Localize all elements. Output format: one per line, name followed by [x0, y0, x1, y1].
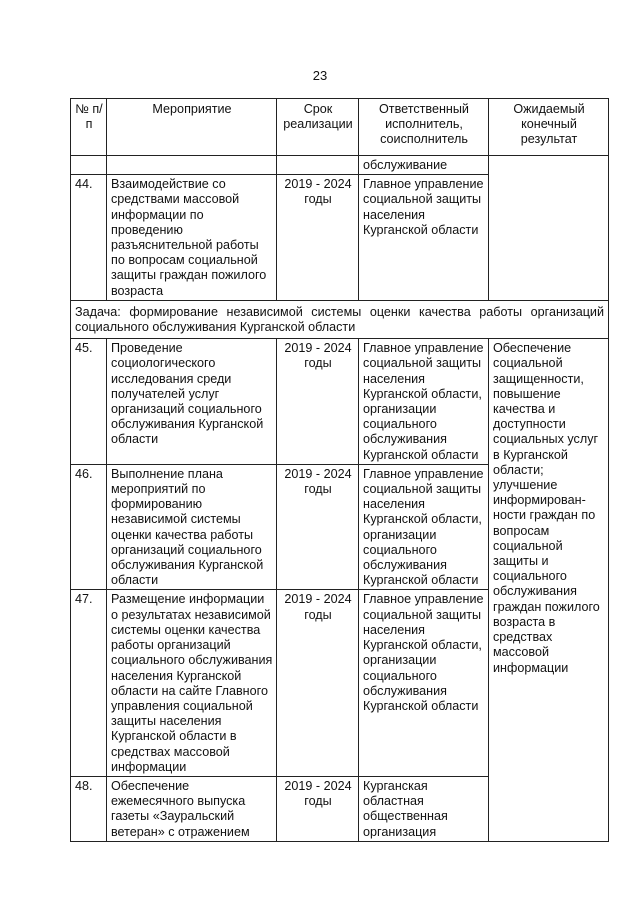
row-45-executor: Главное управление социальной защиты населения Курганской области, организации социального обслуживания Курганской области: [359, 339, 489, 465]
row-46-num: 46.: [71, 464, 107, 590]
row-47-event: Размещение информации о результатах независимой системы оценки качества работы организаций социального обслуживания населения Курганской области на сайте Главного управления социальной защиты населения Курганской области в средствах массовой информации: [107, 590, 277, 776]
row-46-executor: Главное управление социальной защиты населения Курганской области, организации социального обслуживания Курганской области: [359, 464, 489, 590]
row-44-term: 2019 - 2024 годы: [277, 175, 359, 301]
row-45-event: Проведение социологического исследования среди получателей услуг организаций социального обслуживания Курганской области: [107, 339, 277, 465]
row-48-executor: Курганская областная общественная организация: [359, 776, 489, 841]
row-47-num: 47.: [71, 590, 107, 776]
header-result: Ожидаемый конечный результат: [489, 99, 609, 156]
row-48-term: 2019 - 2024 годы: [277, 776, 359, 841]
table-row-continuation: [71, 156, 609, 175]
row-48-num: 48.: [71, 776, 107, 841]
row-48-event: Обеспечение ежемесячного выпуска газеты «Зауральский ветеран» с отражением: [107, 776, 277, 841]
header-term: Срок реализации: [277, 99, 359, 156]
row-47-executor: Главное управление социальной защиты населения Курганской области, организации социального обслуживания Курганской области: [359, 590, 489, 776]
row-45-term: 2019 - 2024 годы: [277, 339, 359, 465]
page-number: 23: [312, 68, 328, 83]
row-45-num: 45.: [71, 339, 107, 465]
row-44-event: Взаимодействие со средствами массовой информации по проведению разъяснительной работы по вопросам социальной защиты граждан пожилого возраста: [107, 175, 277, 301]
row-44-executor: Главное управление социальной защиты населения Курганской области: [359, 175, 489, 301]
task-heading: Задача: формирование независимой системы оценки качества работы организаций социального обслуживания Курганской области: [71, 300, 609, 338]
row-46-term: 2019 - 2024 годы: [277, 464, 359, 590]
row-47-term: 2019 - 2024 годы: [277, 590, 359, 776]
row-44-num: 44.: [71, 175, 107, 301]
table-header-row: [71, 99, 609, 156]
table-row-45: [71, 339, 609, 465]
table-row-task: [71, 300, 609, 338]
header-event: Мероприятие: [107, 99, 277, 156]
continuation-executor: обслуживание: [359, 156, 489, 175]
header-num: № п/п: [71, 99, 107, 156]
measures-table: [70, 98, 609, 842]
expected-result: Обеспечение социальной защищенности, повышение качества и доступности социальных услуг в Курганской области; улучшение информирован-ности граждан по вопросам социальной защиты и социального обслуживания граждан пожилого возраста в средствах массовой информации: [489, 339, 609, 842]
header-executor: Ответственный исполнитель, соисполнитель: [359, 99, 489, 156]
row-46-event: Выполнение плана мероприятий по формированию независимой системы оценки качества работы организаций социального обслуживания Курганской области: [107, 464, 277, 590]
